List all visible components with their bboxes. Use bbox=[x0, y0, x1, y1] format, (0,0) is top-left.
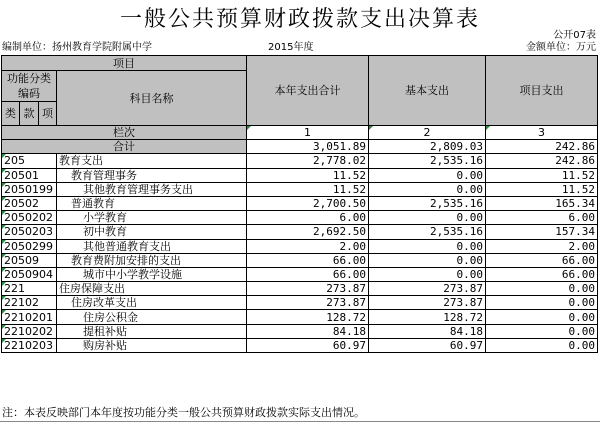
func-code-cell: 2210201 bbox=[2, 310, 57, 324]
project-cell: 11.52 bbox=[486, 168, 598, 182]
total-basic: 2,809.03 bbox=[369, 140, 486, 154]
func-code-cell: 20509 bbox=[2, 253, 57, 267]
table-row bbox=[2, 196, 598, 210]
table-row bbox=[2, 168, 598, 182]
table-row bbox=[2, 296, 598, 310]
total-cell: 2,692.50 bbox=[247, 225, 369, 239]
project-cell: 0.00 bbox=[486, 282, 598, 296]
table-row bbox=[2, 338, 598, 352]
basic-cell: 0.00 bbox=[369, 168, 486, 182]
func-code-cell: 2050203 bbox=[2, 225, 57, 239]
basic-cell: 0.00 bbox=[369, 239, 486, 253]
table-row bbox=[2, 211, 598, 225]
basic-cell: 2,535.16 bbox=[369, 225, 486, 239]
sheet-bottom-border bbox=[0, 421, 600, 422]
seq-1: 1 bbox=[247, 126, 369, 140]
total-cell: 6.00 bbox=[247, 211, 369, 225]
total-cell: 11.52 bbox=[247, 182, 369, 196]
project-cell: 6.00 bbox=[486, 211, 598, 225]
basic-cell: 0.00 bbox=[369, 253, 486, 267]
table-row bbox=[2, 154, 598, 168]
basic-cell: 2,535.16 bbox=[369, 196, 486, 210]
total-cell: 128.72 bbox=[247, 310, 369, 324]
table-row bbox=[2, 324, 598, 338]
fiscal-year: 2015年度 bbox=[268, 42, 314, 53]
basic-cell: 273.87 bbox=[369, 296, 486, 310]
project-cell: 157.34 bbox=[486, 225, 598, 239]
project-cell: 165.34 bbox=[486, 196, 598, 210]
table-row bbox=[2, 282, 598, 296]
expenditure-table bbox=[1, 55, 598, 353]
func-code-cell: 205 bbox=[2, 154, 57, 168]
basic-cell: 84.18 bbox=[369, 324, 486, 338]
basic-cell: 0.00 bbox=[369, 182, 486, 196]
header-total-row: 合计 bbox=[2, 140, 247, 154]
func-code-cell: 2050299 bbox=[2, 239, 57, 253]
total-cell: 11.52 bbox=[247, 168, 369, 182]
header-col-seq: 栏次 bbox=[2, 126, 247, 140]
subject-name-cell: 教育费附加安排的支出 bbox=[57, 253, 247, 267]
subject-name-cell: 住房改革支出 bbox=[57, 296, 247, 310]
total-cell: 273.87 bbox=[247, 282, 369, 296]
header-item: 项目 bbox=[2, 56, 247, 71]
table-row bbox=[2, 225, 598, 239]
table-row bbox=[2, 310, 598, 324]
seq-2: 2 bbox=[369, 126, 486, 140]
func-code-cell: 2210203 bbox=[2, 338, 57, 352]
total-cell: 2,700.50 bbox=[247, 196, 369, 210]
header-func-code: 功能分类编码 bbox=[2, 71, 57, 102]
total-cell: 2.00 bbox=[247, 239, 369, 253]
table-row bbox=[2, 267, 598, 281]
subject-name-cell: 城市中小学教学设施 bbox=[57, 267, 247, 281]
basic-cell: 60.97 bbox=[369, 338, 486, 352]
total-cell: 84.18 bbox=[247, 324, 369, 338]
func-code-cell: 2050904 bbox=[2, 267, 57, 281]
total-cell: 273.87 bbox=[247, 296, 369, 310]
subject-name-cell: 住房公积金 bbox=[57, 310, 247, 324]
project-cell: 0.00 bbox=[486, 338, 598, 352]
table-row bbox=[2, 253, 598, 267]
header-section: 款 bbox=[20, 102, 39, 126]
basic-cell: 128.72 bbox=[369, 310, 486, 324]
header-kind: 类 bbox=[2, 102, 20, 126]
project-cell: 2.00 bbox=[486, 239, 598, 253]
page-title: 一般公共预算财政拨款支出决算表 bbox=[119, 7, 480, 32]
compiling-unit: 编制单位：扬州教育学院附属中学 bbox=[2, 42, 152, 53]
total-cell: 60.97 bbox=[247, 338, 369, 352]
project-cell: 66.00 bbox=[486, 267, 598, 281]
seq-3: 3 bbox=[486, 126, 598, 140]
basic-cell: 2,535.16 bbox=[369, 154, 486, 168]
subject-name-cell: 初中教育 bbox=[57, 225, 247, 239]
func-code-cell: 20501 bbox=[2, 168, 57, 182]
basic-cell: 273.87 bbox=[369, 282, 486, 296]
header-entry: 项 bbox=[39, 102, 57, 126]
subject-name-cell: 普通教育 bbox=[57, 196, 247, 210]
total-cell: 66.00 bbox=[247, 253, 369, 267]
project-cell: 0.00 bbox=[486, 310, 598, 324]
currency-unit: 金额单位：万元 bbox=[526, 42, 596, 53]
project-cell: 242.86 bbox=[486, 154, 598, 168]
total-cell: 66.00 bbox=[247, 267, 369, 281]
subject-name-cell: 其他普通教育支出 bbox=[57, 239, 247, 253]
subject-name-cell: 提租补贴 bbox=[57, 324, 247, 338]
header-total: 本年支出合计 bbox=[247, 56, 369, 126]
table-row bbox=[2, 182, 598, 196]
func-code-cell: 22102 bbox=[2, 296, 57, 310]
basic-cell: 0.00 bbox=[369, 267, 486, 281]
func-code-cell: 2050199 bbox=[2, 182, 57, 196]
subject-name-cell: 住房保障支出 bbox=[57, 282, 247, 296]
header-basic: 基本支出 bbox=[369, 56, 486, 126]
func-code-cell: 221 bbox=[2, 282, 57, 296]
basic-cell: 0.00 bbox=[369, 211, 486, 225]
total-cell: 2,778.02 bbox=[247, 154, 369, 168]
total-project: 242.86 bbox=[486, 140, 598, 154]
project-cell: 66.00 bbox=[486, 253, 598, 267]
project-cell: 0.00 bbox=[486, 324, 598, 338]
subject-name-cell: 教育管理事务 bbox=[57, 168, 247, 182]
form-code: 公开07表 bbox=[553, 30, 596, 41]
project-cell: 11.52 bbox=[486, 182, 598, 196]
project-cell: 0.00 bbox=[486, 296, 598, 310]
subject-name-cell: 购房补贴 bbox=[57, 338, 247, 352]
subject-name-cell: 小学教育 bbox=[57, 211, 247, 225]
func-code-cell: 20502 bbox=[2, 196, 57, 210]
footer-note: 注：本表反映部门本年度按功能分类一般公共预算财政拨款实际支出情况。 bbox=[2, 406, 365, 419]
subject-name-cell: 教育支出 bbox=[57, 154, 247, 168]
subject-name-cell: 其他教育管理事务支出 bbox=[57, 182, 247, 196]
header-project: 项目支出 bbox=[486, 56, 598, 126]
total-sum: 3,051.89 bbox=[247, 140, 369, 154]
header-name: 科目名称 bbox=[57, 71, 247, 126]
func-code-cell: 2210202 bbox=[2, 324, 57, 338]
func-code-cell: 2050202 bbox=[2, 211, 57, 225]
table-row bbox=[2, 239, 598, 253]
